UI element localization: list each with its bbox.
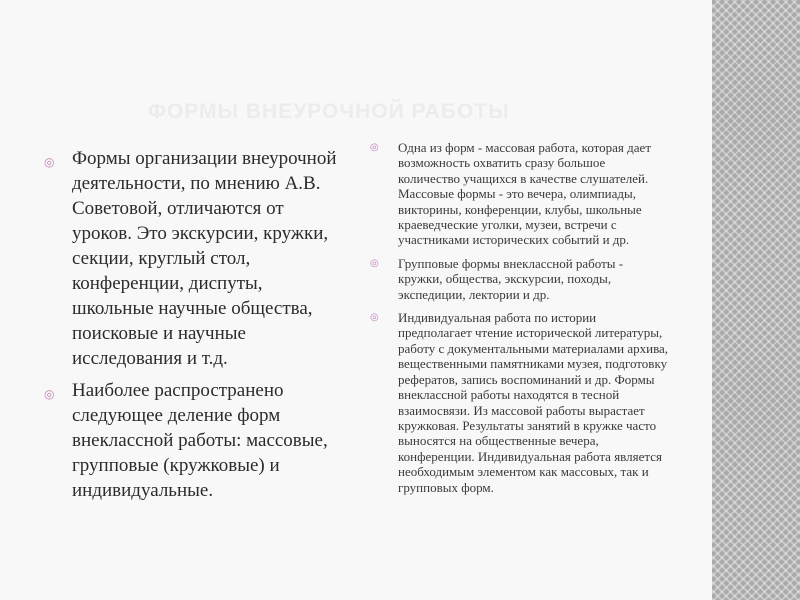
list-item [44,378,344,503]
list-item [44,146,344,371]
right-column [370,140,670,503]
decorative-side-stripe [712,0,800,600]
list-item-text: Индивидуальная работа по истории предполагает чтение исторической литературы, работу с документальными материалами архива, вещественными памятниками музея, подготовку рефератов, запись воспоминаний и др. Формы внеклассной работы находятся в тесной взаимосвязи. Из массовой работы вырастает кружковая. Результаты занятий в кружке часто выносятся на общественные вечера, конференции. Индивидуальная работа является необходимым элементом как массовых, так и групповых форм. [398,310,669,495]
right-bullet-list [370,140,670,495]
left-column [44,146,344,510]
circle-bullet-icon: ◎ [370,257,379,269]
list-item-text: Формы организации внеурочной деятельности, по мнению А.В. Советовой, отличаются от уроков. Это экскурсии, кружки, секции, круглый стол, конференции, диспуты, школьные научные общества, поисковые и научные исследования и т.д. [72,148,337,369]
list-item-text: Групповые формы внеклассной работы - кружки, общества, экскурсии, походы, экспедиции, лектории и др. [398,255,624,302]
circle-bullet-icon: ◎ [44,155,55,169]
list-item [370,310,670,495]
left-bullet-list [44,146,344,503]
slide-title: ФОРМЫ ВНЕУРОЧНОЙ РАБОТЫ [148,100,510,123]
list-item [370,256,670,302]
list-item-text: Одна из форм - массовая работа, которая дает возможность охватить сразу большое количество учащихся в качестве слушателей. Массовые формы - это вечера, олимпиады, викторины, конференции, клубы, школьные краеведческие уголки, музеи, встречи с участниками исторических событий и др. [398,140,651,248]
circle-bullet-icon: ◎ [44,387,55,401]
circle-bullet-icon: ◎ [370,142,379,153]
circle-bullet-icon: ◎ [370,312,379,324]
list-item [370,140,670,248]
list-item-text: Наиболее распространено следующее деление форм внеклассной работы: массовые, групповые (кружковые) и индивидуальные. [72,380,328,501]
